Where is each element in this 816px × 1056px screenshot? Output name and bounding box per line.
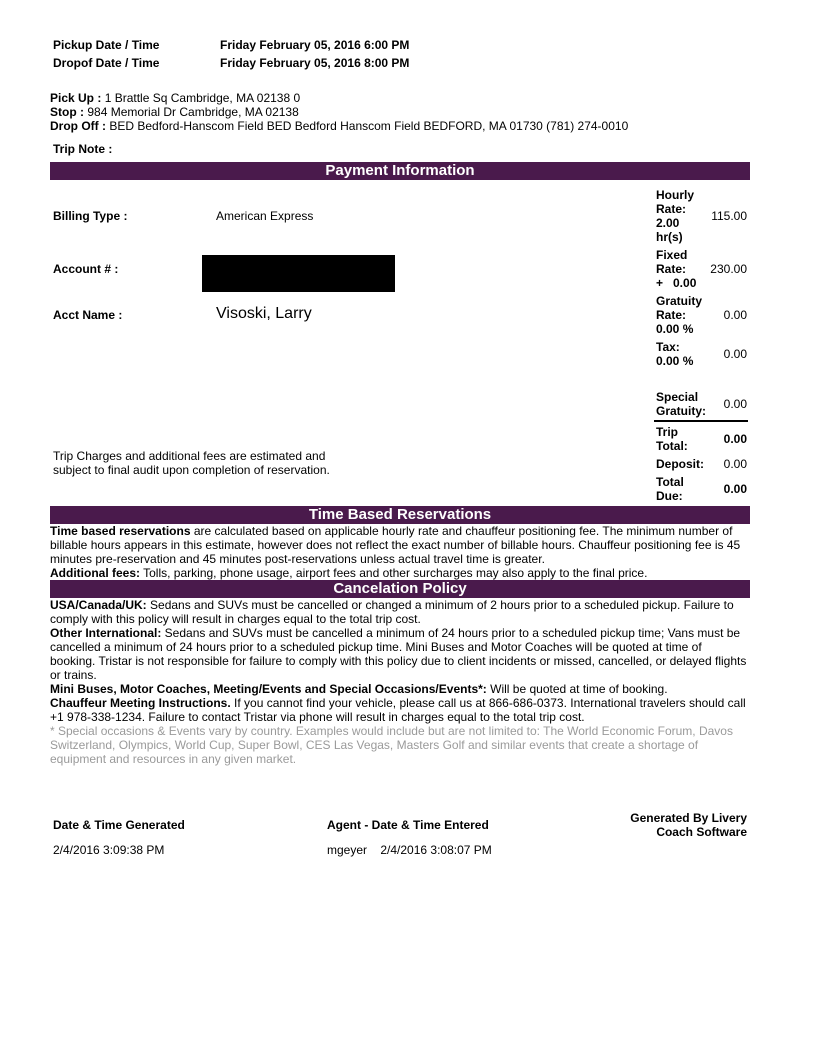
special-events-term: Mini Buses, Motor Coaches, Meeting/Events and Special Occasions/Events*: [50,682,487,696]
gratuity-rate-value: 0.00 [723,308,747,322]
time-based-text: are calculated based on applicable hourly rate and chauffeur positioning fee. The minimum number of billable hours appears in this estimate, however does not reflect the exact number of billable hours. Chauffeur positioning fee is 45 minutes pre-reservation and 45 minutes post-reservations unless actual travel time is greater. [50,524,741,566]
time-based-paragraph [50,524,750,566]
cancelation-policy-header: Cancelation Policy [50,580,750,598]
additional-fees-term: Additional fees: [50,566,141,580]
gratuity-rate-label-1: Gratuity [656,294,703,308]
hourly-rate-hours: 2.00 [656,216,680,230]
fixed-rate-label-2: Rate: [656,262,687,276]
agent-entered-value: mgeyer 2/4/2016 3:08:07 PM [327,843,492,857]
hourly-rate-unit: hr(s) [656,230,683,244]
hourly-rate-label-1: Hourly [656,188,695,202]
additional-fees-text: Tolls, parking, phone usage, airport fees and other surcharges may also apply to the final price. [140,566,648,580]
dropoff-date-label: Dropof Date / Time [53,56,160,70]
software-credit-line-2: Coach Software [656,825,747,839]
stop-address-label: Stop : [50,105,84,119]
charges-disclaimer [53,449,330,477]
international-policy-term: Other International: [50,626,162,640]
trip-note-label: Trip Note : [53,142,113,156]
usa-policy-paragraph [50,598,750,626]
special-gratuity-value: 0.00 [723,397,747,411]
charges-disclaimer-line-1: Trip Charges and additional fees are estimated and [53,449,326,463]
time-based-reservations-header: Time Based Reservations [50,506,750,524]
software-credit [630,811,747,839]
chauffeur-instructions-term: Chauffeur Meeting Instructions. [50,696,231,710]
fixed-rate-extra: + 0.00 [656,276,697,290]
total-due-value: 0.00 [723,482,747,496]
special-gratuity-label [656,390,706,418]
hourly-rate-label [656,188,694,244]
dropoff-address-label: Drop Off : [50,119,106,133]
tax-percent: 0.00 % [656,354,694,368]
chauffeur-instructions-paragraph [50,696,750,724]
gratuity-rate-label [656,294,702,336]
stop-address-value: 984 Memorial Dr Cambridge, MA 02138 [87,105,299,119]
dropoff-address-value: BED Bedford-Hanscom Field BED Bedford Hanscom Field BEDFORD, MA 01730 (781) 274-0010 [109,119,629,133]
stop-address-row [50,105,299,119]
special-events-paragraph [50,682,750,696]
pickup-address-row [50,91,300,105]
dropoff-address-row [50,119,628,133]
total-due-label [656,475,684,503]
trip-total-value: 0.00 [723,432,747,446]
fixed-rate-label [656,248,696,290]
pickup-date-label: Pickup Date / Time [53,38,160,52]
deposit-value: 0.00 [723,457,747,471]
tax-label-1: Tax: [656,340,680,354]
gratuity-rate-label-2: Rate: [656,308,687,322]
tax-value: 0.00 [723,347,747,361]
deposit-label: Deposit: [656,457,704,471]
usa-policy-text: Sedans and SUVs must be cancelled or changed a minimum of 2 hours prior to a scheduled pickup. Failure to comply with this policy will result in charges equal to the total trip cost. [50,598,734,626]
international-policy-paragraph [50,626,750,682]
hourly-rate-label-2: Rate: [656,202,687,216]
payment-information-header: Payment Information [50,162,750,180]
special-events-text: Will be quoted at time of booking. [486,682,668,696]
international-policy-text: Sedans and SUVs must be cancelled a minimum of 24 hours prior to a scheduled pickup time; Vans must be cancelled a minimum of 24 hours prior to a scheduled pickup time. Mini Buses and Motor Coaches will be quoted at time of booking. Tristar is not responsible for failure to comply with this policy due to client incidents or missed, cancelled, or delayed flights or trains. [50,626,747,682]
date-generated-label: Date & Time Generated [53,818,185,832]
time-based-term: Time based reservations [50,524,191,538]
special-gratuity-label-1: Special [656,390,699,404]
charges-disclaimer-line-2: subject to final audit upon completion of reservation. [53,463,330,477]
software-credit-line-1: Generated By Livery [630,811,747,825]
account-number-label: Account # : [53,262,119,276]
acct-name-value: Visoski, Larry [216,305,312,322]
trip-total-label [656,425,688,453]
pickup-date-value: Friday February 05, 2016 6:00 PM [220,38,410,52]
agent-entered-label: Agent - Date & Time Entered [327,818,489,832]
hourly-rate-value: 115.00 [711,209,747,223]
total-due-label-2: Due: [656,489,683,503]
trip-total-label-1: Trip [656,425,679,439]
total-due-label-1: Total [656,475,684,489]
pickup-address-label: Pick Up : [50,91,102,105]
fixed-rate-value: 230.00 [710,262,747,276]
usa-policy-term: USA/Canada/UK: [50,598,147,612]
gratuity-rate-percent: 0.00 % [656,322,694,336]
pickup-address-value: 1 Brattle Sq Cambridge, MA 02138 0 [104,91,301,105]
special-occasions-footnote: * Special occasions & Events vary by country. Examples would include but are not limited to: The World Economic Forum, Davos Switzerland, Olympics, World Cup, Super Bowl, CES Las Vegas, Masters Golf and similar events that create a shortage of equipment and resources in any given market. [50,724,733,766]
fixed-rate-label-1: Fixed [656,248,688,262]
date-generated-value: 2/4/2016 3:09:38 PM [53,843,165,857]
acct-name-label: Acct Name : [53,308,123,322]
chauffeur-instructions-text: If you cannot find your vehicle, please call us at 866-686-0373. International travelers should call +1 978-338-1234. Failure to contact Tristar via phone will result in charges equal to the total trip cost. [50,696,746,724]
billing-type-label: Billing Type : [53,209,128,223]
billing-type-value: American Express [216,209,314,223]
special-gratuity-label-2: Gratuity: [656,404,707,418]
dropoff-date-value: Friday February 05, 2016 8:00 PM [220,56,410,70]
tax-label [656,340,693,368]
trip-total-label-2: Total: [656,439,688,453]
account-number-redacted [202,255,395,292]
additional-fees-paragraph [50,566,750,580]
totals-divider [654,420,748,422]
